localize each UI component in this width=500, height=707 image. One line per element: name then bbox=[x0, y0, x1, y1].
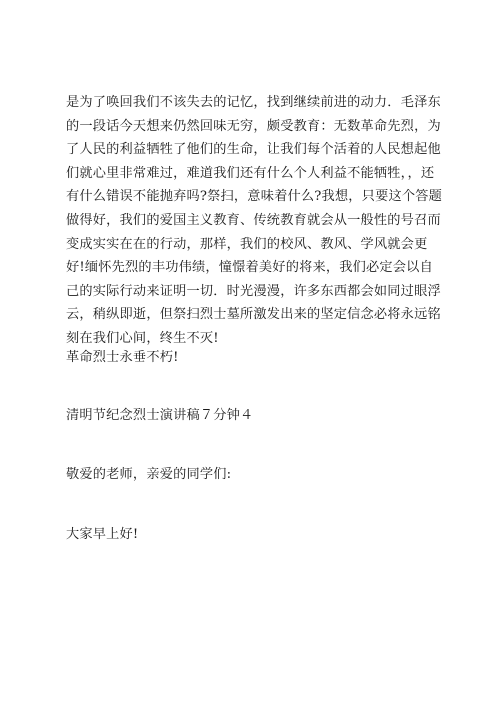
slogan-line: 革命烈士永垂不朽! bbox=[66, 350, 179, 365]
body-paragraph bbox=[66, 91, 443, 351]
body-line: 做得好，我们的爱国主义教育、传统教育就会从一般性的号召而 bbox=[66, 212, 441, 228]
section-title: 清明节纪念烈士演讲稿７分钟４ bbox=[66, 408, 254, 423]
body-line: 变成实实在在的行动，那样，我们的校风、教风、学风就会更 bbox=[66, 236, 428, 252]
body-line: 云，稍纵即逝，但祭扫烈士墓所激发出来的坚定信念必将永远铭 bbox=[66, 307, 441, 323]
body-line: 好!缅怀先烈的丰功伟绩，憧憬着美好的将来，我们必定会以自 bbox=[66, 260, 433, 276]
body-line: 的一段话今天想来仍然回味无穷，颇受教育：无数革命先烈，为 bbox=[66, 118, 441, 134]
greeting-line: 大家早上好! bbox=[66, 527, 139, 542]
body-line: 己的实际行动来证明一切．时光漫漫，许多东西都会如同过眼浮 bbox=[66, 283, 441, 299]
body-line: 们就心里非常难过，难道我们还有什么个人利益不能牺牲，，还 bbox=[66, 165, 435, 181]
body-line: 有什么错误不能抛弃吗?祭扫，意味着什么?我想，只要这个答题 bbox=[66, 189, 443, 205]
body-line: 刻在我们心间，终生不灭! bbox=[66, 330, 219, 346]
salutation-line: 敬爱的老师，亲爱的同学们: bbox=[66, 467, 232, 482]
body-line: 是为了唤回我们不该失去的记忆，找到继续前进的动力．毛泽东 bbox=[66, 95, 441, 110]
body-line: 了人民的利益牺牲了他们的生命，让我们每个活着的人民想起他 bbox=[66, 142, 441, 158]
